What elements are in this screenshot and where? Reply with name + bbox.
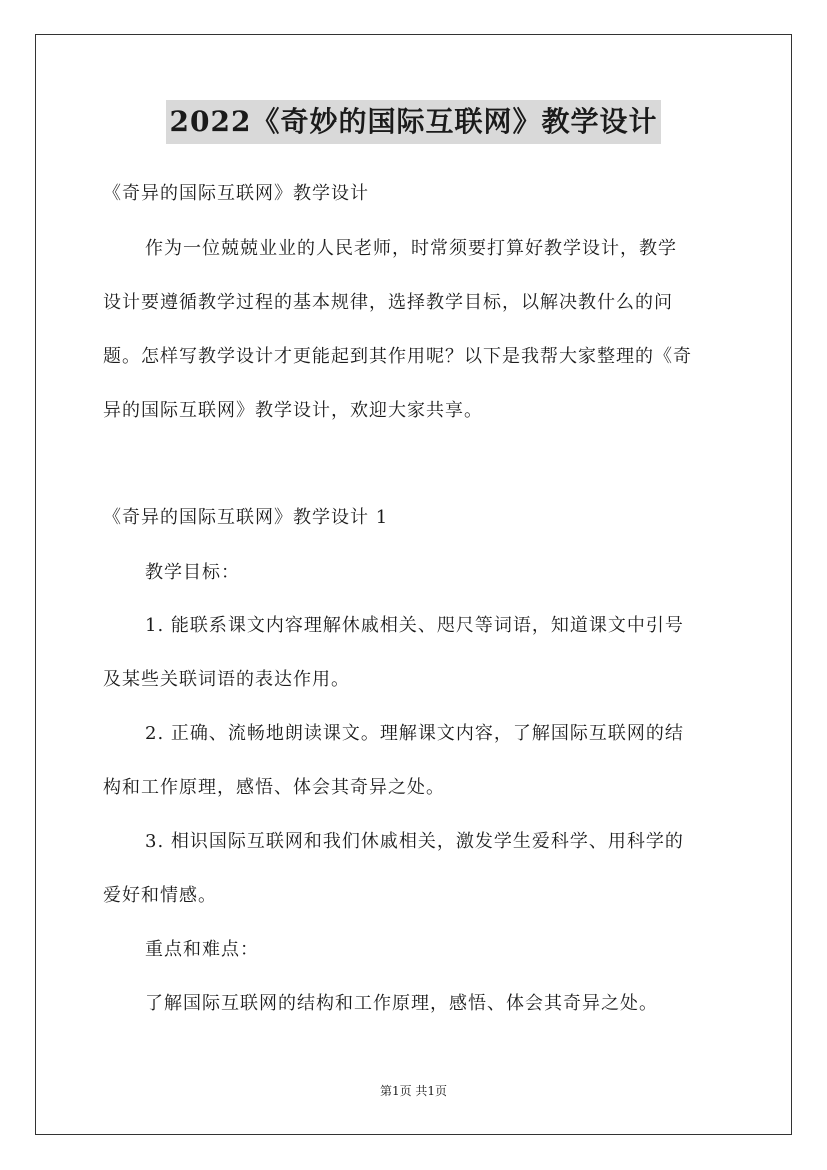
intro-line: 异的国际互联网》教学设计，欢迎大家共享。 <box>103 400 483 421</box>
intro-line: 题。怎样写教学设计才更能起到其作用呢？以下是我帮大家整理的《奇 <box>103 346 692 367</box>
goal-1 <box>103 608 728 698</box>
goal-2 <box>103 716 728 806</box>
page-footer: 第1页 共1页 <box>379 1084 448 1098</box>
key-heading: 重点和难点： <box>145 939 259 960</box>
intro-line: 作为一位兢兢业业的人民老师，时常须要打算好教学设计，教学 <box>145 238 677 259</box>
document-title: 2022《奇妙的国际互联网》教学设计 <box>166 100 662 144</box>
goal-line: 1. 能联系课文内容理解休戚相关、咫尺等词语，知道课文中引号 <box>145 615 684 636</box>
intro-line: 设计要遵循教学过程的基本规律，选择教学目标，以解决教什么的问 <box>103 292 673 313</box>
goals-heading <box>103 555 728 591</box>
goal-3 <box>103 824 728 914</box>
goal-line: 3. 相识国际互联网和我们休戚相关，激发学生爱科学、用科学的 <box>145 831 684 852</box>
section-heading: 《奇异的国际互联网》教学设计 1 <box>103 507 389 528</box>
title-wrap <box>0 100 827 144</box>
goals-heading-text: 教学目标： <box>145 562 240 583</box>
document-subtitle: 《奇异的国际互联网》教学设计 <box>103 183 369 204</box>
key-text: 了解国际互联网的结构和工作原理，感悟、体会其奇异之处。 <box>145 993 658 1014</box>
intro-paragraph <box>103 231 728 429</box>
key-points <box>103 932 728 968</box>
goal-line: 及某些关联词语的表达作用。 <box>103 669 350 690</box>
goal-line: 爱好和情感。 <box>103 885 217 906</box>
goal-line: 构和工作原理，感悟、体会其奇异之处。 <box>103 777 445 798</box>
goal-line: 2. 正确、流畅地朗读课文。理解课文内容，了解国际互联网的结 <box>145 723 684 744</box>
key-text-block <box>103 986 728 1022</box>
